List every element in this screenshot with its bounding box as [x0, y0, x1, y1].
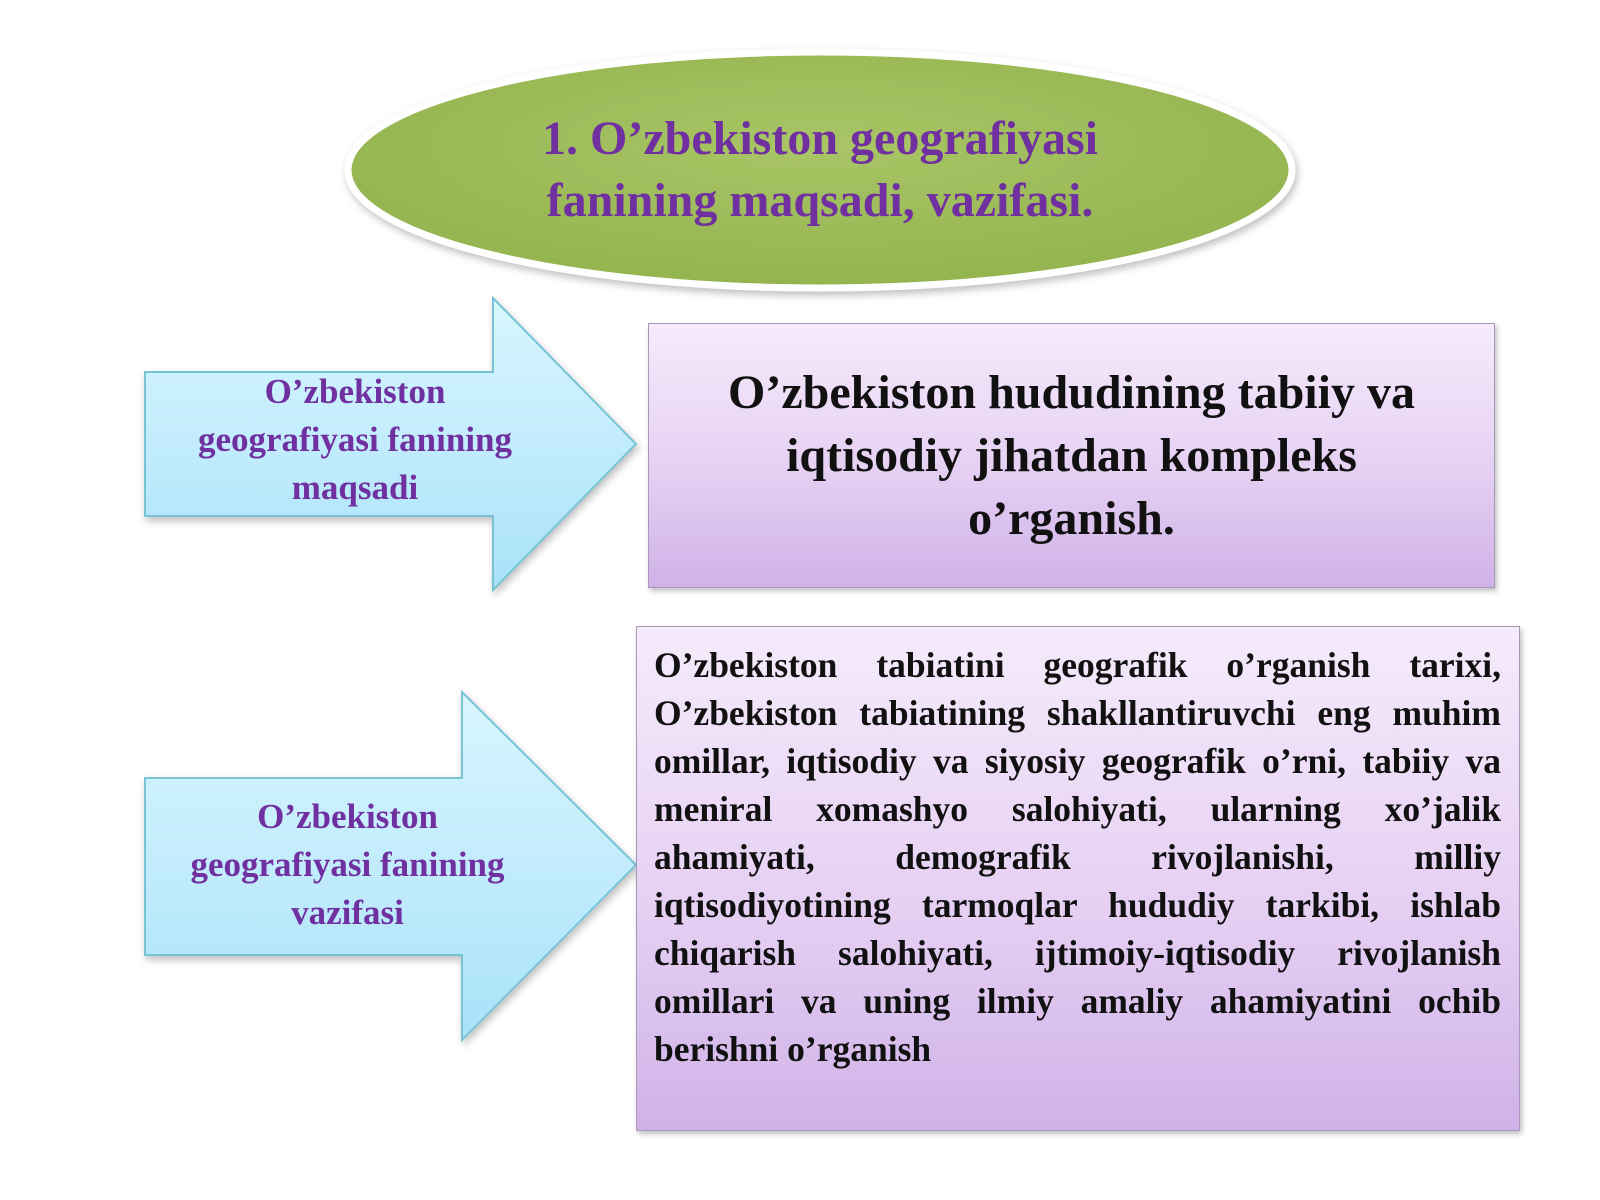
slide-title: 1. O’zbekiston geografiyasi fanining maqsadi, vazifasi. [542, 112, 1098, 227]
maqsadi-box [648, 323, 1495, 588]
maqsadi-text: O’zbekiston hududining tabiiy va iqtisodiy jihatdan kompleks o’rganish. [728, 366, 1415, 545]
vazifasi-text: O’zbekiston tabiatini geografik o’rganish tarixi, O’zbekiston tabiatining shakllantiruvchi eng muhim omillar, iqtisodiy va siyosiy geografik o’rni, tabiiy va meniral xomashyo salohiyati, ularning xo’jalik ahamiyati, demografik rivojlanishi, milliy iqtisodiyotining tarmoqlar hududiy tarkibi, ishlab chiqarish salohiyati, ijtimoiy-iqtisodiy rivojlanish omillari va uning ilmiy amaliy ahamiyatini ochib berishni o’rganish [654, 645, 1501, 1069]
vazifasi-box [636, 626, 1520, 1131]
arrow-label-maqsadi: O’zbekiston geografiyasi fanining maqsadi [197, 372, 513, 507]
arrow-label-vazifasi: O’zbekiston geografiyasi fanining vazifasi [190, 797, 505, 932]
